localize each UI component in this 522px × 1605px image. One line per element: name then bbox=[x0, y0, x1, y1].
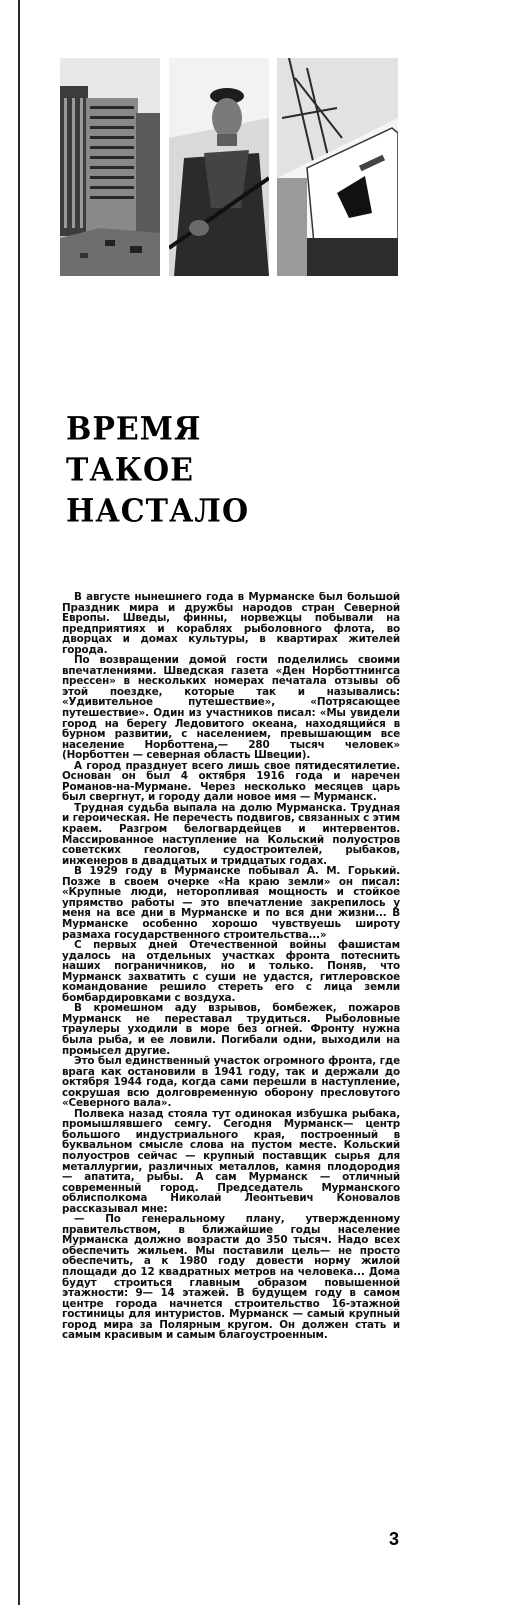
article-body bbox=[62, 592, 400, 1547]
article-paragraph: В августе нынешнего года в Мурманске был большой Праздник мира и дружбы народов стран Северной Европы. Шведы, финны, норвежцы побывали на предприятиях и кораблях рыболовного флота, во дворцах и домах культуры, в квартирах жителей города. bbox=[62, 592, 400, 656]
article-title bbox=[66, 409, 366, 532]
article-paragraph: С первых дней Отечественной войны фашистам удалось на отдельных участках фронта потеснить наших пограничников, но и только. Поняв, что Мурманск захватить с суши не удастся, гитлеровское командование решило стереть его с лица земли бомбардировками с воздуха. bbox=[62, 939, 400, 1004]
article-paragraph: В кромешном аду взрывов, бомбежек, пожаров Мурманск не переставал трудиться. Рыболовные траулеры уходили в море без огней. Фронту нужна была рыба, и ее ловили. Погибали одни, выходили на промысел другие. bbox=[62, 1002, 400, 1057]
article-paragraph: Это был единственный участок огромного фронта, где врага как остановили в 1941 году, так и держали до октября 1944 года, когда сами перешли в наступление, сокрушая всю долговременную оборону пресловутого «Северного вала». bbox=[62, 1055, 400, 1110]
title-line: ТАКОЕ bbox=[66, 452, 195, 489]
article-paragraph: Полвека назад стояла тут одинокая избушка рыбака, промышлявшего семгу. Сегодня Мурманск— центр большого индустриального края, построенный в буквальном смысле слова на пустом месте. Кольский полуостров сейчас — крупный поставщик сырья для металлургии, различных металлов, камня плодородия — апатита, рыбы. А сам Мурманск — отличный современный город. Председатель Мурманского облисполкома Николай Леонтьевич Коновалов рассказывал мне: bbox=[62, 1107, 400, 1215]
article-paragraph: — По генеральному плану, утвержденному правительством, в ближайшие годы население Мурманска должно возрасти до 350 тысяч. Надо всех обеспечить жильем. Мы поставили цель— не просто обеспечить, а к 1980 году довести норму жилой площади до 12 квадратных метров на человека... Дома будут строиться главным образом повышенной этажности: 9— 14 этажей. В будущем году в самом центре города начнется строительство 16-этажной гостиницы для интуристов. Мурманск — самый крупный город мира за Полярным кругом. Он должен стать и самым красивым и самым благоустроенным. bbox=[62, 1213, 400, 1342]
sailor-portrait-photo bbox=[169, 58, 269, 276]
article-paragraph: Трудная судьба выпала на долю Мурманска. Трудная и героическая. Не перечесть подвигов, связанных с этим краем. Разгром белогвардейцев и интервентов. Массированное наступление на Кольский полуостров советских геологов, судостроителей, рыбаков, инженеров в двадцатых и тридцатых годах. bbox=[62, 801, 400, 867]
city-street-photo bbox=[60, 58, 160, 276]
page-edge-rule bbox=[18, 0, 20, 1605]
page-number: 3 bbox=[389, 1529, 400, 1549]
ship-cranes-photo bbox=[277, 58, 398, 276]
article-paragraph: В 1929 году в Мурманске побывал А. М. Горький. Позже в своем очерке «На краю земли» он писал: «Крупные люди, неторопливая мощность и стойкое упрямство работы — это впечатление закрепилось у меня на все дни в Мурманске и по вся дни жизни... В Мурманске особенно хорошо чувствуешь широту размаха государственного строительства...» bbox=[62, 865, 400, 941]
article-paragraph: По возвращении домой гости поделились своими впечатлениями. Шведская газета «Ден Норботтнингса прессен» в нескольких номерах печатала отзывы об этой поездке, которые так и назывались: «Удивительное путешествие», «Потрясающее путешествие». Один из участников писал: «Мы увидели город на берегу Ледовитого океана, находящийся в бурном развитии, с населением, превышающим все население Норботтена,— 280 тысяч человек» (Норботтен — северная область Швеции). bbox=[62, 654, 400, 762]
title-line: НАСТАЛО bbox=[66, 493, 250, 530]
title-line: ВРЕМЯ bbox=[66, 411, 202, 448]
article-paragraph: А город празднует всего лишь свое пятидесятилетие. Основан он был 4 октября 1916 года и наречен Романов-на-Мурмане. Через несколько месяцев царь был свергнут, и городу дали новое имя — Мурманск. bbox=[62, 759, 400, 804]
